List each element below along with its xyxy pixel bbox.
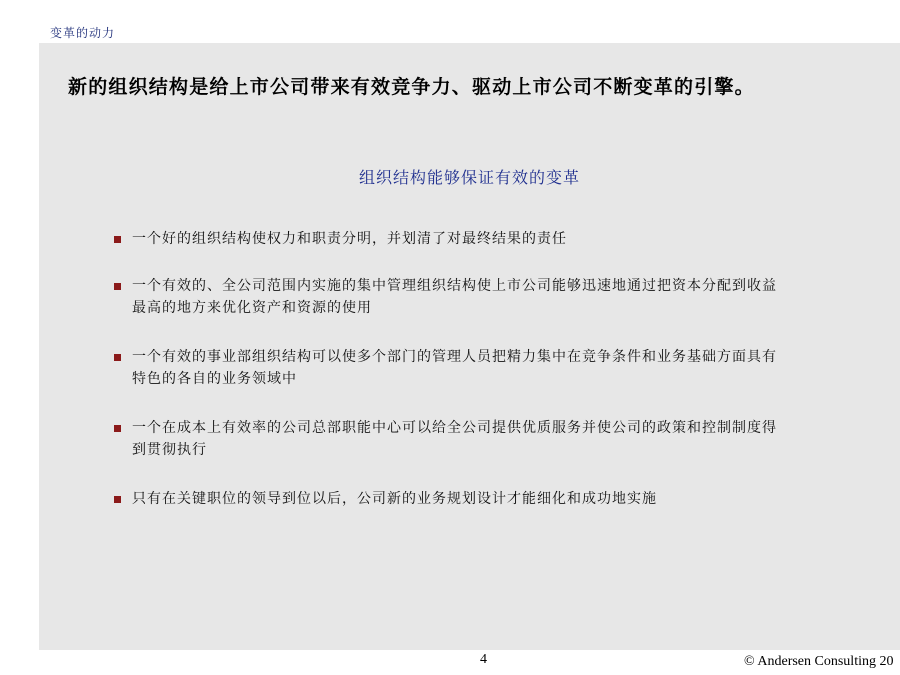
bullet-square-icon [114, 354, 121, 361]
bullet-item [114, 488, 900, 510]
bullet-square-icon [114, 236, 121, 243]
bullet-item [114, 275, 900, 319]
bullet-line: 到贯彻执行 [132, 442, 207, 458]
slide-headline: 新的组织结构是给上市公司带来有效竞争力、驱动上市公司不断变革的引擎。 [68, 76, 755, 98]
bullet-list [114, 228, 900, 510]
bullet-item [114, 228, 900, 250]
bullet-square-icon [114, 425, 121, 432]
bullet-line: 特色的各自的业务领域中 [132, 371, 297, 387]
bullet-line: 只有在关键职位的领导到位以后，公司新的业务规划设计才能细化和成功地实施 [132, 491, 657, 507]
bullet-line: 最高的地方来优化资产和资源的使用 [132, 300, 372, 316]
bullet-square-icon [114, 283, 121, 290]
bullet-item [114, 346, 900, 390]
page-number: 4 [480, 652, 487, 667]
bullet-item [114, 417, 900, 461]
bullet-line: 一个有效的事业部组织结构可以使多个部门的管理人员把精力集中在竞争条件和业务基础方面具有 [132, 349, 777, 365]
bullet-line: 一个有效的、全公司范围内实施的集中管理组织结构使上市公司能够迅速地通过把资本分配到收益 [132, 278, 777, 294]
bullet-square-icon [114, 496, 121, 503]
slide-subheading: 组织结构能够保证有效的变革 [358, 168, 580, 187]
bullet-line: 一个好的组织结构使权力和职责分明，并划清了对最终结果的责任 [132, 231, 567, 247]
copyright-notice: © Andersen Consulting 20 [744, 654, 894, 669]
bullet-line: 一个在成本上有效率的公司总部职能中心可以给全公司提供优质服务并使公司的政策和控制制度得 [132, 420, 777, 436]
section-label: 变革的动力 [50, 26, 116, 40]
